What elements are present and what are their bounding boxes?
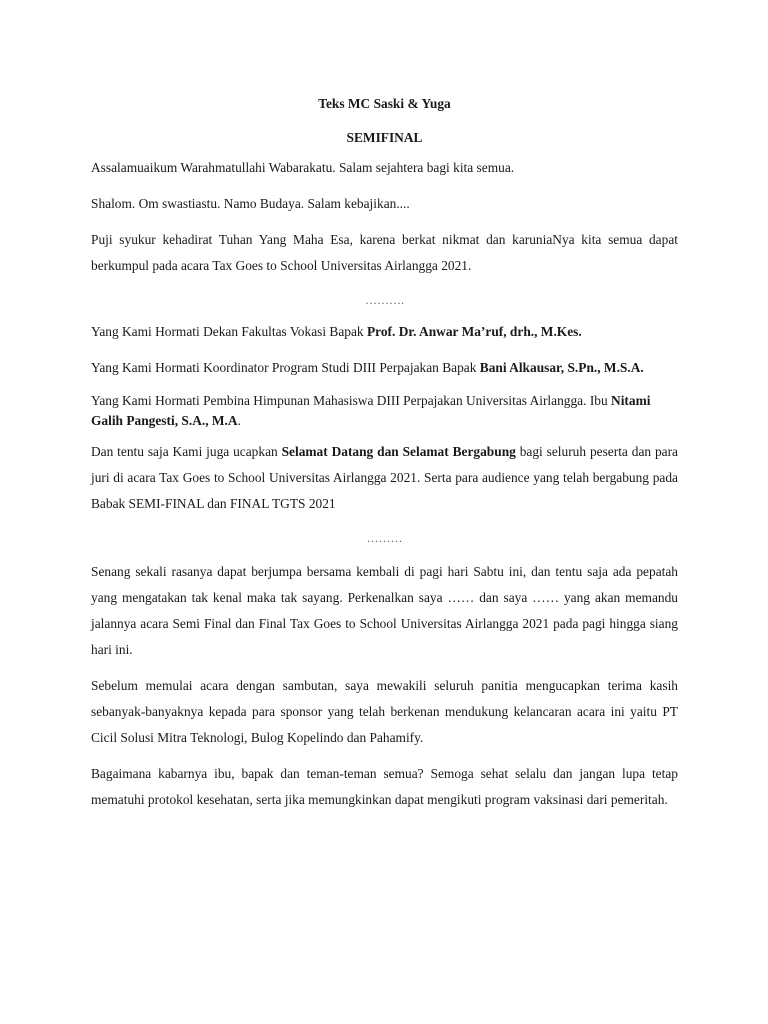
respect-paragraph-2: Yang Kami Hormati Koordinator Program Studi DIII Perpajakan Bapak Bani Alkausar, S.Pn., M.S.A. — [91, 360, 644, 375]
thanks-paragraph: Sebelum memulai acara dengan sambutan, saya mewakili seluruh panitia mengucapkan terima kasih sebanyak-banyaknya kepada para sponsor yang telah berkenan mendukung kelancaran acara ini yaitu PT Cicil Solusi Mitra Teknologi, Bulog Kopelindo dan Pahamify. — [91, 678, 678, 745]
separator-2: ……… — [366, 531, 403, 545]
welcome-highlight: Selamat Datang dan Selamat Bergabung — [281, 444, 516, 459]
respect-paragraph-1: Yang Kami Hormati Dekan Fakultas Vokasi Bapak Prof. Dr. Anwar Ma’ruf, drh., M.Kes. — [91, 324, 582, 339]
document-body — [91, 91, 678, 813]
advisor-name: Nitami Galih Pangesti, S.A., M.A — [91, 393, 651, 428]
greeting-paragraph-2: Shalom. Om swastiastu. Namo Budaya. Salam kebajikan.... — [91, 196, 410, 211]
intro-paragraph: Senang sekali rasanya dapat berjumpa bersama kembali di pagi hari Sabtu ini, dan tentu saja ada pepatah yang mengatakan tak kenal maka tak sayang. Perkenalkan saya …… dan saya …… yang akan memandu jalannya acara Semi Final dan Final Tax Goes to School Universitas Airlangga 2021 pada pagi hingga siang hari ini. — [91, 564, 678, 657]
separator: ………. — [365, 293, 404, 307]
gratitude-paragraph: Puji syukur kehadirat Tuhan Yang Maha Esa, karena berkat nikmat dan karuniaNya kita semua dapat berkumpul pada acara Tax Goes to School Universitas Airlangga 2021. — [91, 232, 678, 273]
document-title: Teks MC Saski & Yuga — [318, 96, 451, 111]
welcome-paragraph: Dan tentu saja Kami juga ucapkan Selamat Datang dan Selamat Bergabung bagi seluruh peserta dan para juri di acara Tax Goes to School Universitas Airlangga 2021. Serta para audience yang telah bergabung pada Babak SEMI-FINAL dan FINAL TGTS 2021 — [91, 444, 678, 511]
coordinator-name: Bani Alkausar, S.Pn., M.S.A. — [479, 360, 644, 375]
document-subtitle: SEMIFINAL — [346, 130, 423, 145]
respect-paragraph-3: Yang Kami Hormati Pembina Himpunan Mahasiswa DIII Perpajakan Universitas Airlangga. Ibu Nitami Galih Pangesti, S.A., M.A. — [91, 393, 651, 428]
dean-name: Prof. Dr. Anwar Ma’ruf, drh., M.Kes. — [366, 324, 582, 339]
closing-paragraph: Bagaimana kabarnya ibu, bapak dan teman-teman semua? Semoga sehat selalu dan jangan lupa tetap mematuhi protokol kesehatan, serta jika memungkinkan dapat mengikuti program vaksinasi dari pemeritah. — [91, 766, 678, 807]
greeting-paragraph: Assalamuaikum Warahmatullahi Wabarakatu. Salam sejahtera bagi kita semua. — [91, 160, 515, 175]
